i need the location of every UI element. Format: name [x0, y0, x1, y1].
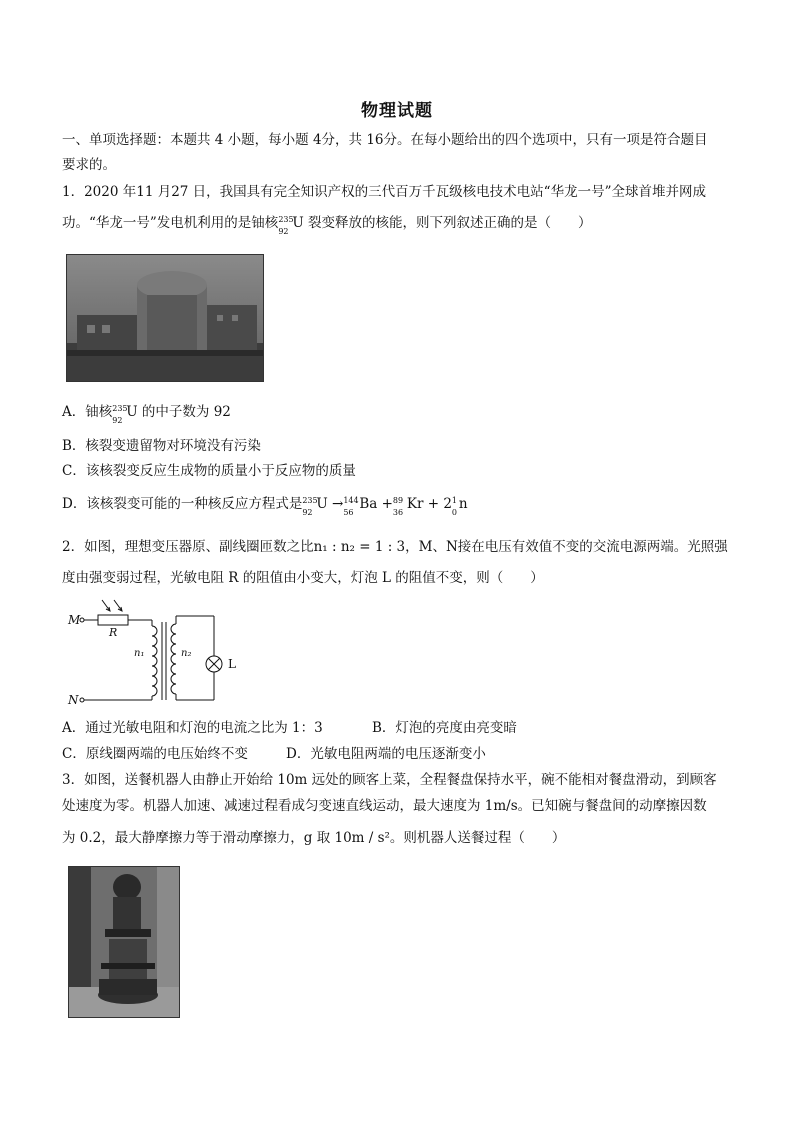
secondary-coil	[171, 624, 176, 694]
nuclide-n: 1 0	[451, 496, 458, 517]
terminal-n	[80, 698, 84, 702]
section-instructions-line2: 要求的。	[62, 157, 116, 173]
q1-stem-line1: 1．2020 年11 月27 日，我国具有完全知识产权的三代百万千瓦级核电技术电站“华龙一号”全球首堆并网成	[62, 184, 706, 200]
q3-stem-line3: 为 0.2，最大静摩擦力等于滑动摩擦力，g 取 10m / s²。则机器人送餐过程（ ）	[62, 830, 566, 846]
nuclide-ba: 144 56	[343, 496, 359, 517]
nuclide-u235: 235 92	[278, 215, 294, 236]
label-m: M	[68, 613, 81, 627]
q3-stem-line2: 处速度为零。机器人加速、减速过程看成匀变速直线运动，最大速度为 1m/s。已知碗与餐盘间的动摩擦因数	[62, 798, 707, 814]
q2-option-d: D．光敏电阻两端的电压逐渐变小	[286, 746, 486, 762]
q2-option-a: A．通过光敏电阻和灯泡的电流之比为 1：3	[62, 720, 323, 736]
page-title: 物理试题	[361, 101, 433, 121]
q1-stem-line2: 功。“华龙一号”发电机利用的是铀核 235 92 U 裂变释放的核能，则下列叙述正确的是（ ）	[62, 215, 592, 236]
label-n: N	[68, 693, 79, 707]
q1-option-b: B．核裂变遗留物对环境没有污染	[62, 438, 261, 454]
nuclear-plant-image	[67, 255, 263, 381]
label-r: R	[109, 626, 118, 639]
label-n1: n₁	[134, 648, 145, 659]
q1-option-d: D．该核裂变可能的一种核反应方程式是 235 92 U → 144 56 Ba + 89 36 Kr + 2 1 0 n	[62, 496, 468, 517]
q3-stem-line1: 3．如图，送餐机器人由静止开始给 10m 远处的顾客上菜，全程餐盘保持水平，碗不能相对餐盘滑动，到顾客	[62, 772, 717, 788]
label-l: L	[228, 657, 236, 671]
label-n2: n₂	[181, 648, 192, 659]
photoresistor-r	[98, 615, 128, 625]
q1-option-c: C．该核裂变反应生成物的质量小于反应物的质量	[62, 463, 356, 479]
q1-option-a: A．铀核 235 92 U 的中子数为 92	[62, 404, 231, 425]
primary-coil	[152, 626, 157, 696]
section-instructions-line1: 一、单项选择题：本题共 4 小题，每小题 4分，共 16分。在每小题给出的四个选项中，只有一项是符合题目	[62, 132, 708, 148]
nuclide-kr: 89 36	[392, 496, 404, 517]
q2-option-b: B．灯泡的亮度由亮变暗	[372, 720, 517, 736]
transformer-circuit-diagram	[62, 596, 242, 712]
q2-option-c: C．原线圈两端的电压始终不变	[62, 746, 248, 762]
delivery-robot-photo	[68, 866, 180, 1018]
q2-stem-line1: 2．如图，理想变压器原、副线圈匝数之比n₁ : n₂ = 1 : 3，M、N接在电压有效值不变的交流电源两端。光照强	[62, 539, 728, 555]
delivery-robot-image	[69, 867, 179, 1017]
nuclide-u235-d: 235 92	[302, 496, 318, 517]
nuclear-plant-photo	[66, 254, 264, 382]
q2-stem-line2: 度由强变弱过程，光敏电阻 R 的阻值由小变大，灯泡 L 的阻值不变，则（ ）	[62, 570, 544, 586]
terminal-m	[80, 618, 84, 622]
